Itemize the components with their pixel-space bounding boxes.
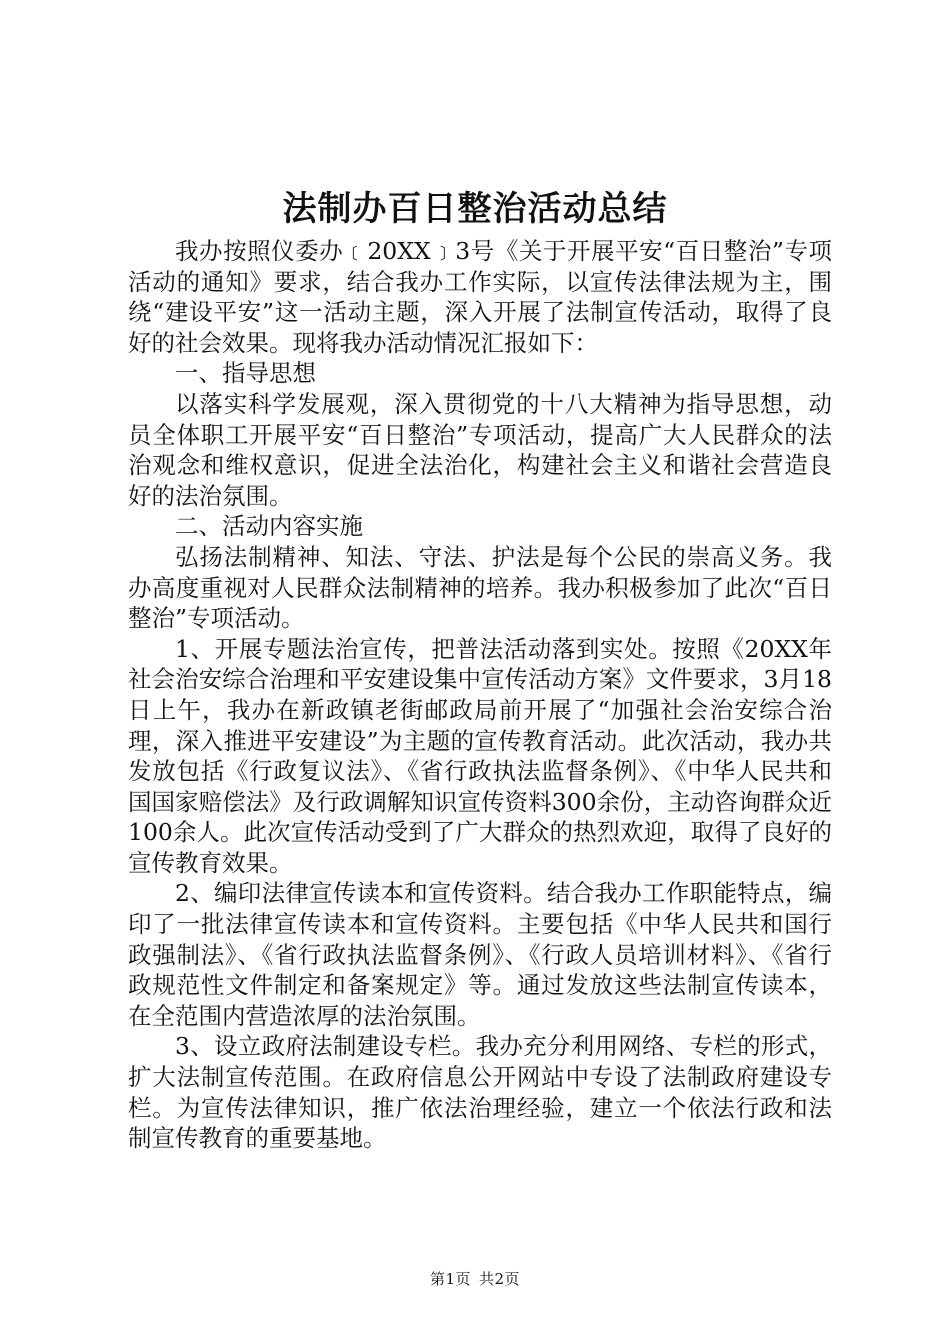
page-number: 第1页 [429,1270,471,1288]
activity-item-1-paragraph: 1、开展专题法治宣传，把普法活动落到实处。按照《20XX年社会治安综合治理和平安建设集中宣传活动方案》文件要求，3月18日上午，我办在新政镇老街邮政局前开展了“加强社会治安综合治理，深入推进平安建设”为主题的宣传教育活动。此次活动，我办共发放包括《行政复议法》、《省行政执法监督条例》、《中华人民共和国国家赔偿法》及行政调解知识宣传资料300余份，主动咨询群众近100余人。此次宣传活动受到了广大群众的热烈欢迎，取得了良好的宣传教育效果。 [128,634,832,877]
activity-item-3-paragraph: 3、设立政府法制建设专栏。我办充分利用网络、专栏的形式，扩大法制宣传范围。在政府信息公开网站中专设了法制政府建设专栏。为宣传法律知识，推广依法治理经验，建立一个依法行政和法制宣传教育的重要基地。 [128,1032,832,1153]
intro-paragraph: 我办按照仪委办﹝20XX﹞3号《关于开展平安“百日整治”专项活动的通知》要求，结合我办工作实际，以宣传法律法规为主，围绕“建设平安”这一活动主题，深入开展了法制宣传活动，取得了良好的社会效果。现将我办活动情况汇报如下： [128,237,832,357]
activity-intro-paragraph: 弘扬法制精神、知法、守法、护法是每个公民的崇高义务。我办高度重视对人民群众法制精神的培养。我办积极参加了此次“百日整治”专项活动。 [128,542,832,633]
document-body [128,236,832,1154]
guiding-ideology-paragraph: 以落实科学发展观，深入贯彻党的十八大精神为指导思想，动员全体职工开展平安“百日整治”专项活动，提高广大人民群众的法治观念和维权意识，促进全法治化，构建社会主义和谐社会营造良好的法治氛围。 [128,389,832,510]
section-heading-activity-content: 二、活动内容实施 [175,512,363,541]
activity-item-2-paragraph: 2、编印法律宣传读本和宣传资料。结合我办工作职能特点，编印了一批法律宣传读本和宣传资料。主要包括《中华人民共和国行政强制法》、《省行政执法监督条例》、《行政人员培训材料》、《省行政规范性文件制定和备案规定》等。通过发放这些法制宣传读本，在全范围内营造浓厚的法治氛围。 [128,879,832,1030]
page-total: 共2页 [479,1270,521,1288]
section-heading-guiding-ideology: 一、指导思想 [175,359,316,388]
document-title: 法制办百日整治活动总结 [282,189,668,229]
page-footer [0,1268,950,1290]
